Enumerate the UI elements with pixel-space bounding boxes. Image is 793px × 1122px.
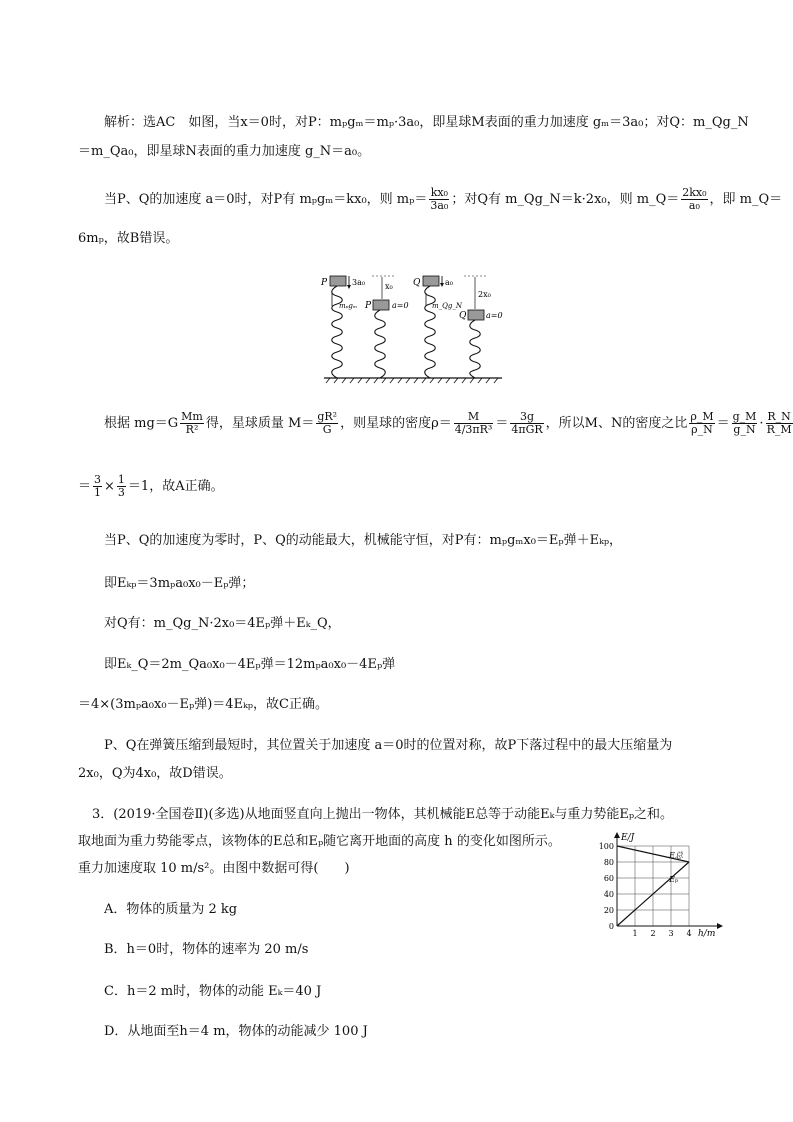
fraction-numerator: 3 <box>94 473 102 486</box>
fraction-numerator: 2kx₀ <box>682 186 707 199</box>
fraction-numerator: Mm <box>181 410 203 423</box>
fraction-denominator: 3a₀ <box>430 199 449 212</box>
text-segment: 得，星球质量 M＝ <box>205 416 315 431</box>
block-q-balance <box>468 310 484 320</box>
text-segment: ＝ <box>78 479 92 494</box>
fraction-numerator: g_M <box>732 410 757 423</box>
spring-q-balance <box>470 320 481 378</box>
fraction-denominator: 3 <box>117 486 125 499</box>
fraction-numerator: gR² <box>317 410 338 423</box>
solution-paragraph-6: 对Q有：m_Qg_N·2x₀＝4Eₚ弹＋Eₖ_Q， <box>104 616 341 631</box>
y-tick-label: 100 <box>598 842 614 851</box>
y-tick-label: 40 <box>603 890 614 899</box>
x-tick-label: 3 <box>668 929 674 938</box>
y-tick-label: 60 <box>603 874 614 883</box>
fraction-denominator: G <box>322 423 332 436</box>
fraction-gr2-g <box>316 411 338 436</box>
label-mpgm: mₚgₘ <box>339 302 358 310</box>
option-a: A．物体的质量为 2 kg <box>104 902 238 917</box>
arrow-a0-head-icon <box>440 283 444 287</box>
text-segment: ，则星球的密度ρ＝ <box>340 416 452 431</box>
solution-paragraph-1-line-2: ＝m_Qa₀，即星球N表面的重力加速度 g_N＝a₀。 <box>78 144 371 159</box>
ground-hatching <box>326 378 498 383</box>
x-tick-label: 1 <box>632 929 638 938</box>
label-q-balance: Q <box>459 311 467 321</box>
text-segment: ＝ <box>495 416 509 431</box>
fraction-denominator: 4πGR <box>511 423 543 436</box>
fraction-r-ratio <box>766 411 793 436</box>
solution-paragraph-5: 即Eₖₚ＝3mₚa₀x₀－Eₚ弹； <box>104 576 255 591</box>
y-tick-label: 80 <box>603 858 614 867</box>
y-axis-arrow-icon <box>614 832 620 838</box>
block-q-initial <box>423 276 439 286</box>
fraction-denominator: 1 <box>94 486 102 499</box>
solution-paragraph-9-line-1: P、Q在弹簧压缩到最短时，其位置关于加速度 a＝0时的位置对称，故P下落过程中的最大压缩量为 <box>104 738 673 753</box>
series-label-total-energy: E总 <box>669 851 683 860</box>
fraction-denominator: R_M <box>766 423 792 436</box>
y-tick-label: 20 <box>603 906 614 915</box>
x-tick-label: 4 <box>686 929 692 938</box>
label-a0: a₀ <box>445 278 453 287</box>
fraction-numerator: 3g <box>510 411 543 424</box>
spring-p-initial <box>332 286 343 378</box>
text-segment: 根据 mg＝G <box>104 416 179 431</box>
solution-paragraph-7: 即Eₖ_Q＝2m_Qa₀x₀－4Eₚ弹＝12mₚa₀x₀－4Eₚ弹 <box>104 657 396 672</box>
fraction-3-1 <box>93 474 102 499</box>
label-mqgn: m_Qg_N <box>432 302 462 310</box>
text-segment: ＝ <box>716 416 730 431</box>
question-stem-line-2: 取地面为重力势能零点，该物体的E总和Eₚ随它离开地面的高度 h 的变化如图所示。 <box>78 834 561 849</box>
spring-p-balance <box>375 310 386 378</box>
fraction-denominator: R² <box>185 423 199 436</box>
label-x0: x₀ <box>385 282 393 291</box>
text-segment: × <box>104 479 115 494</box>
fraction-denominator: 4/3πR³ <box>454 423 493 436</box>
question-stem-line-3: 重力加速度取 10 m/s²。由图中数据可得( ) <box>78 861 350 876</box>
solution-paragraph-3-line-1 <box>104 403 793 445</box>
fraction-density <box>510 411 543 436</box>
solution-paragraph-4: 当P、Q的加速度为零时，P、Q的动能最大，机械能守恒，对P有：mₚgₘx₀＝Eₚ弹＋Eₖₚ， <box>104 533 623 548</box>
label-a-zero-q: a=0 <box>486 311 503 320</box>
text-segment: ；对Q有 m_Qg_N＝k·2x₀，则 m_Q＝ <box>451 192 680 207</box>
label-q-initial: Q <box>413 278 421 288</box>
fraction-mm-r2 <box>180 411 204 436</box>
fraction-denominator: ρ_N <box>691 423 713 436</box>
option-d: D．从地面至h＝4 m，物体的动能减少 100 J <box>104 1024 368 1039</box>
text-segment: ＝1，故A正确。 <box>127 479 224 494</box>
text-segment: ，所以M、N的密度之比 <box>545 416 688 431</box>
block-p-balance <box>373 300 389 310</box>
text-segment: · <box>759 416 764 431</box>
label-p-initial: P <box>321 278 328 288</box>
text-segment: 当P、Q的加速度 a＝0时，对P有 mₚgₘ＝kx₀，则 mₚ＝ <box>104 192 428 207</box>
spring-figure <box>318 268 508 386</box>
x-tick-label: 2 <box>650 929 656 938</box>
energy-chart <box>595 830 725 940</box>
fraction-m-volume <box>454 411 494 436</box>
label-a-zero-p: a=0 <box>392 301 409 310</box>
y-axis-label: E/J <box>621 833 635 843</box>
solution-paragraph-9-line-2: 2x₀，Q为4x₀，故D错误。 <box>78 766 232 781</box>
series-label-potential-energy: Eₚ <box>669 875 679 884</box>
x-axis-arrow-icon <box>717 923 723 929</box>
y-tick-label: 0 <box>608 922 614 931</box>
label-2x0: 2x₀ <box>478 290 491 299</box>
fraction-numerator: kx₀ <box>430 186 448 199</box>
fraction-numerator: 1 <box>117 473 125 486</box>
solution-paragraph-3-line-2 <box>78 472 224 502</box>
fraction-numerator: ρ_M <box>690 410 714 423</box>
block-p-initial <box>330 276 346 286</box>
fraction-denominator: g_N <box>733 423 756 436</box>
fraction-1-3 <box>117 474 126 499</box>
fraction-numerator: M <box>454 411 494 424</box>
solution-paragraph-2-line-2: 6mₚ，故B错误。 <box>78 231 179 246</box>
text-segment: ，即 m_Q＝ <box>709 192 783 207</box>
fraction-denominator: a₀ <box>688 199 700 212</box>
label-3a0: 3a₀ <box>352 278 366 287</box>
fraction-numerator: R_N <box>767 410 791 423</box>
fraction-rho-ratio <box>689 411 714 436</box>
solution-paragraph-8: ＝4×(3mₚa₀x₀－Eₚ弹)＝4Eₖₚ，故C正确。 <box>78 697 328 712</box>
question-stem-line-1: 3．(2019·全国卷Ⅱ)(多选)从地面竖直向上抛出一物体，其机械能E总等于动能Eₖ与重力势能Eₚ之和。 <box>92 807 674 822</box>
option-c: C．h＝2 m时，物体的动能 Eₖ＝40 J <box>104 984 322 999</box>
x-axis-label: h/m <box>698 929 716 939</box>
option-b: B．h＝0时，物体的速率为 20 m/s <box>104 942 309 957</box>
fraction-mp <box>429 187 449 212</box>
arrow-3a0-head-icon <box>347 285 351 289</box>
fraction-mq <box>681 187 707 212</box>
solution-paragraph-2-line-1 <box>104 185 782 215</box>
fraction-g-ratio <box>732 411 758 436</box>
solution-paragraph-1-line-1: 解析：选AC 如图，当x＝0时，对P：mₚgₘ＝mₚ·3a₀，即星球M表面的重力加速度 gₘ＝3a₀；对Q：m_Qg_N <box>104 115 749 130</box>
label-p-balance: P <box>365 301 372 311</box>
